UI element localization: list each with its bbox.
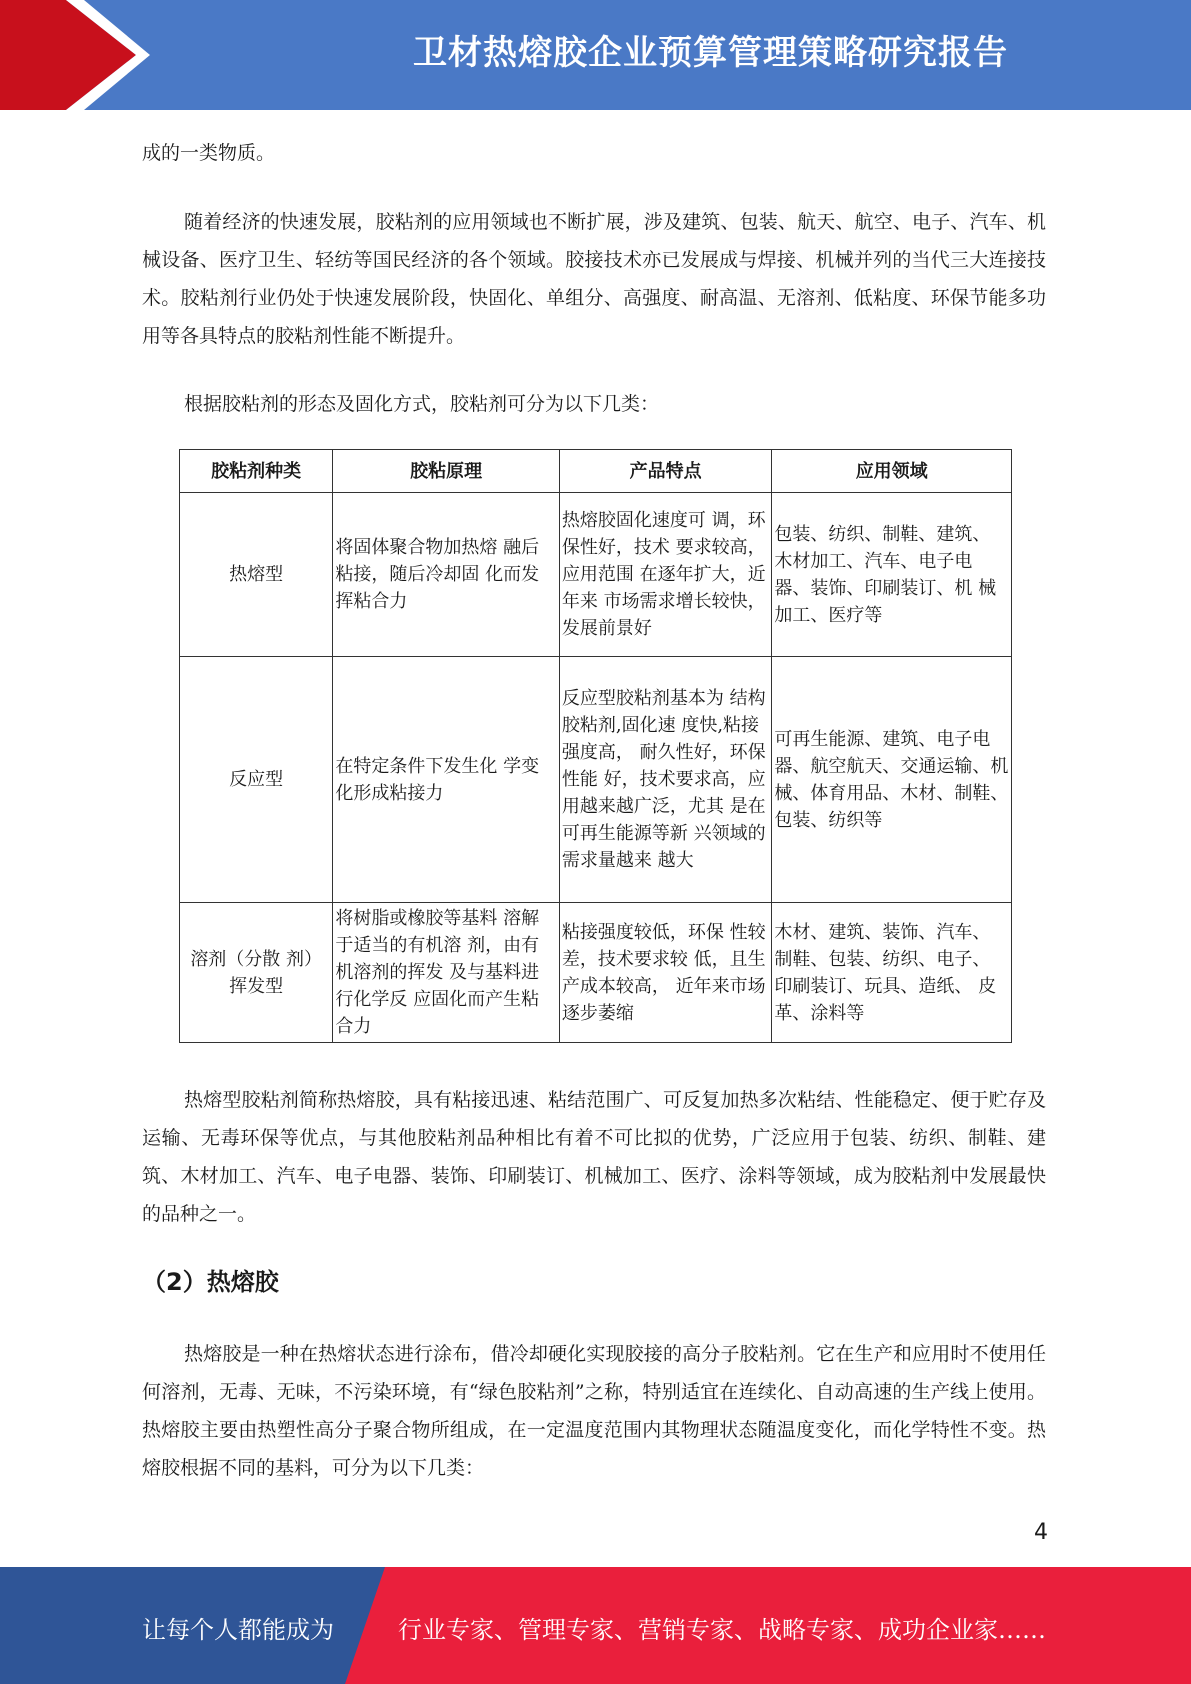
table-header-row (180, 450, 1012, 493)
page-number: 4 (1034, 1520, 1048, 1545)
table-row (180, 657, 1012, 903)
table-header-cell: 胶粘剂种类 (180, 450, 333, 493)
adhesive-types-table (179, 449, 1012, 1043)
table-cell-principle: 将树脂或橡胶等基料 溶解于适当的有机溶 剂，由有机溶剂的挥发 及与基料进行化学反 应固化而产生粘合力 (333, 903, 560, 1043)
table-header-cell: 应用领域 (772, 450, 1012, 493)
table-cell-applications: 可再生能源、建筑、电子电器、航空航天、交通运输、机械、体育用品、木材、制鞋、包装、纺织等 (772, 657, 1012, 903)
paragraph-continuation: 成的一类物质。 (142, 142, 276, 164)
table-cell-principle: 在特定条件下发生化 学变化形成粘接力 (333, 657, 560, 903)
table-cell-features: 反应型胶粘剂基本为 结构胶粘剂,固化速 度快,粘接强度高， 耐久性好，环保性能 好，技术要求高，应 用越来越广泛，尤其 是在可再生能源等新 兴领域的需求量越来 越大 (559, 657, 772, 903)
footer-banner (0, 1567, 1191, 1684)
table-cell-type: 溶剂（分散 剂）挥发型 (180, 903, 333, 1043)
table-cell-applications: 包装、纺织、制鞋、建筑、 木材加工、汽车、电子电 器、装饰、印刷装订、机 械加工、医疗等 (772, 493, 1012, 657)
table-cell-principle: 将固体聚合物加热熔 融后粘接，随后冷却固 化而发挥粘合力 (333, 493, 560, 657)
table-cell-features: 热熔胶固化速度可 调，环保性好，技术 要求较高，应用范围 在逐年扩大，近年来 市场需求增长较快， 发展前景好 (559, 493, 772, 657)
table-cell-type: 反应型 (180, 657, 333, 903)
paragraph-hot-melt-overview: 热熔型胶粘剂简称热熔胶，具有粘接迅速、粘结范围广、可反复加热多次粘结、性能稳定、便于贮存及运输、无毒环保等优点，与其他胶粘剂品种相比有着不可比拟的优势，广泛应用于包装、纺织、制鞋、建筑、木材加工、汽车、电子电器、装饰、印刷装订、机械加工、医疗、涂料等领域，成为胶粘剂中发展最快的品种之一。 (142, 1089, 1046, 1225)
section-heading: （2）热熔胶 (142, 1268, 279, 1296)
table-header-cell: 胶粘原理 (333, 450, 560, 493)
table-header-cell: 产品特点 (559, 450, 772, 493)
header-arrow-decoration (0, 0, 260, 110)
paragraph-adhesive-development: 随着经济的快速发展，胶粘剂的应用领域也不断扩展，涉及建筑、包装、航天、航空、电子、汽车、机械设备、医疗卫生、轻纺等国民经济的各个领域。胶接技术亦已发展成与焊接、机械并列的当代三大连接技术。胶粘剂行业仍处于快速发展阶段，快固化、单组分、高强度、耐高温、无溶剂、低粘度、环保节能多功用等各具特点的胶粘剂性能不断提升。 (142, 211, 1046, 347)
table-cell-applications: 木材、建筑、装饰、汽车、 制鞋、包装、纺织、电子、 印刷装订、玩具、造纸、 皮革、涂料等 (772, 903, 1012, 1043)
footer-slogan-left: 让每个人都能成为 (142, 1616, 334, 1644)
table-row (180, 493, 1012, 657)
paragraph-hot-melt-definition: 热熔胶是一种在热熔状态进行涂布，借冷却硬化实现胶接的高分子胶粘剂。它在生产和应用时不使用任何溶剂，无毒、无味，不污染环境，有“绿色胶粘剂”之称，特别适宜在连续化、自动高速的生产线上使用。热熔胶主要由热塑性高分子聚合物所组成，在一定温度范围内其物理状态随温度变化，而化学特性不变。热熔胶根据不同的基料，可分为以下几类： (142, 1343, 1046, 1479)
paragraph-classification-intro: 根据胶粘剂的形态及固化方式，胶粘剂可分为以下几类： (184, 393, 660, 415)
table-cell-type: 热熔型 (180, 493, 333, 657)
footer-slogan-right: 行业专家、管理专家、营销专家、战略专家、成功企业家…… (398, 1616, 1046, 1644)
table-row (180, 903, 1012, 1043)
report-title: 卫材热熔胶企业预算管理策略研究报告 (413, 33, 1008, 73)
header-banner (0, 0, 1191, 110)
table-cell-features: 粘接强度较低，环保 性较差，技术要求较 低，且生产成本较高， 近年来市场逐步萎缩 (559, 903, 772, 1043)
